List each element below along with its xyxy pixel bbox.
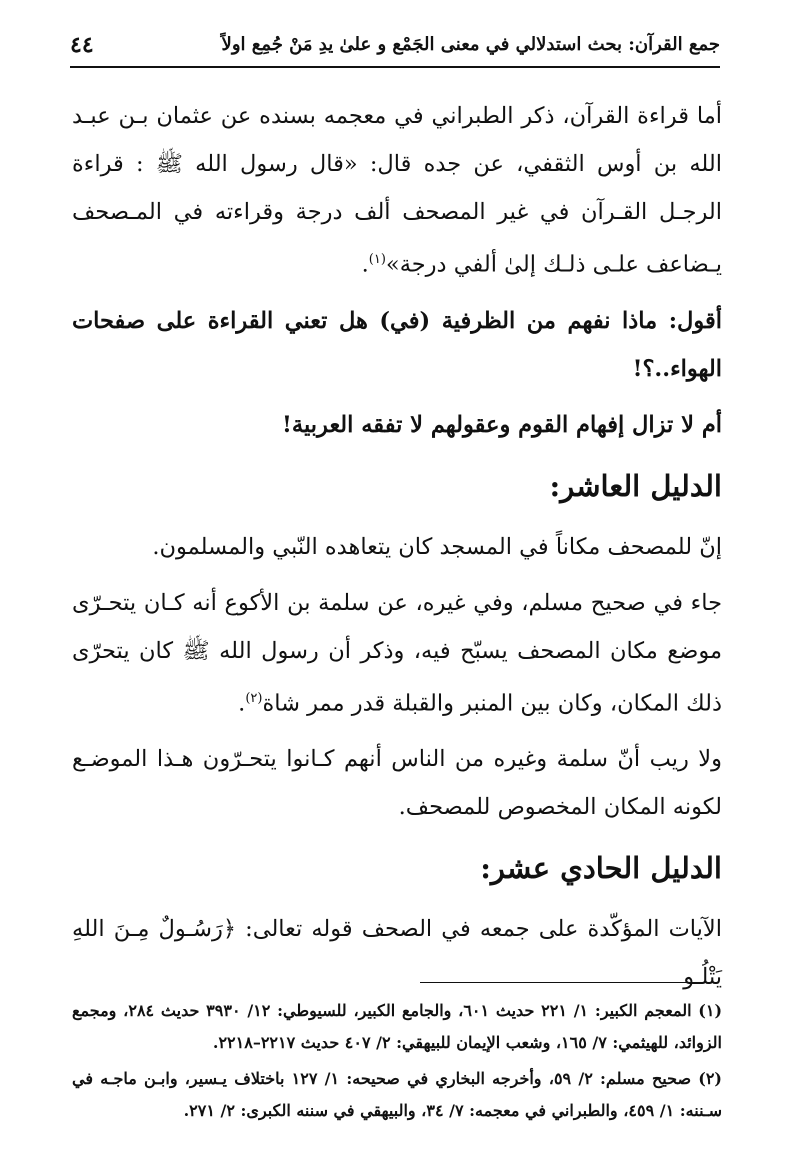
footnote-ref-2: (٢) <box>245 690 263 706</box>
paragraph-end: . <box>361 251 369 278</box>
footnote-divider <box>420 982 690 983</box>
paragraph-text: جاء في صحيح مسلم، وفي غيره، عن سلمة بن الأكوع أنه كـان يتحـرّى موضع مكان المصحف يسبّح فيه، وذكر أن رسول الله ﷺ كان يتحرّى ذلك المكان، وكان بين المنبر والقبلة قدر ممر شاة <box>72 589 722 716</box>
paragraph-no-doubt: ولا ريب أنّ سلمة وغيره من الناس أنهم كـانوا يتحـرّون هـذا الموضـع لكونه المكان المخصوص للمصحف. <box>72 746 722 820</box>
paragraph-verses: الآيات المؤكّدة على جمعه في الصحف قوله تعالى: ﴿رَسُـولٌ مِـنَ اللهِ يَتْلُـو <box>72 916 722 990</box>
paragraph-tabarani <box>72 92 722 289</box>
paragraph-end: . <box>238 690 246 716</box>
footnote-1: (١) المعجم الكبير: ١/ ٢٢١ حديث ٦٠١، والجامع الكبير، للسيوطي: ١٢/ ٣٩٣٠ حديث ٢٨٤، ومجمع الزوائد، للهيثمي: ٧/ ١٦٥، وشعب الإيمان للبيهقي: ٢/ ٤٠٧ حديث ٢٢١٧–٢٢١٨. <box>72 1001 723 1052</box>
page-number: ٤٤ <box>70 32 94 58</box>
running-title: جمع القرآن: بحث استدلالي في معنى الجَمْع و علىٰ يدِ مَنْ جُمِع اولاً <box>221 34 720 55</box>
paragraph-salama <box>72 579 722 728</box>
section-heading-eleventh: الدليل الحادي عشر: <box>480 851 722 885</box>
footnote-2: (٢) صحيح مسلم: ٢/ ٥٩، وأخرجه البخاري في صحيحه: ١/ ١٢٧ باختلاف يـسير، وابـن ماجـه في سـننه: ١/ ٤٥٩، والطبراني في معجمه: ٧/ ٣٤، والبيهقي في سننه الكبرى: ٢/ ٢٧١. <box>72 1069 722 1120</box>
footnote-ref-1: (١) <box>368 252 386 267</box>
page-header <box>70 32 720 68</box>
footnotes <box>72 995 722 1131</box>
paragraph-question: أقول: ماذا نفهم من الظرفية (في) هل تعني القراءة على صفحات الهواء..؟! <box>72 307 722 382</box>
paragraph-question-2: أم لا تزال إفهام القوم وعقولهم لا تفقه العربية! <box>282 411 722 438</box>
main-text <box>72 92 722 1009</box>
paragraph-text: أما قراءة القرآن، ذكر الطبراني في معجمه بسنده عن عثمان بـن عبـد الله بن أوس الثقفي، عن جده قال: «قال رسول الله ﷺ : قراءة الرجـل القـرآن في غير المصحف ألف درجة وقراءته في المـصحف يـضاعف علـى ذلـك إلىٰ ألفي درجة» <box>72 103 723 278</box>
paragraph-mushaf-place: إنّ للمصحف مكاناً في المسجد كان يتعاهده النّبي والمسلمون. <box>152 533 722 560</box>
section-heading-tenth: الدليل العاشر: <box>549 468 722 503</box>
